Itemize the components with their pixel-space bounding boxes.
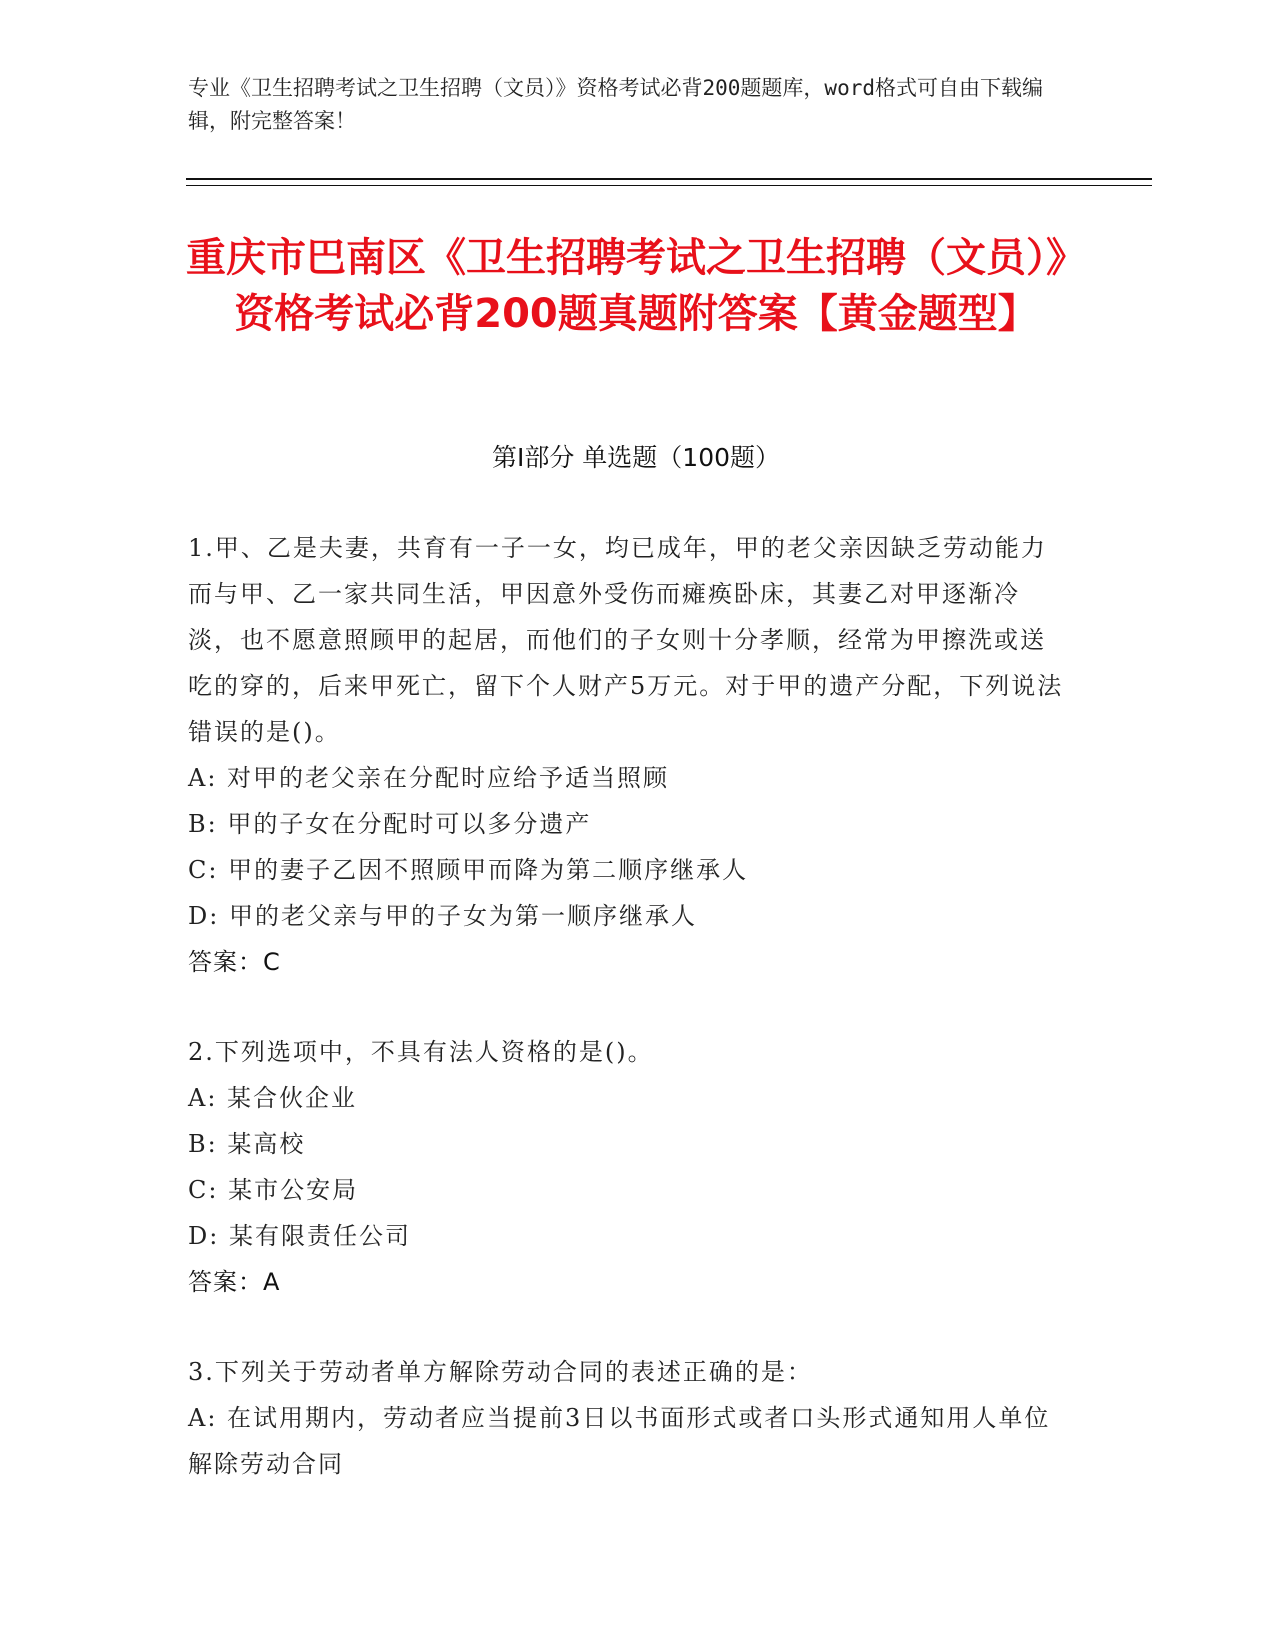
question-stem: 3.下列关于劳动者单方解除劳动合同的表述正确的是： — [188, 1358, 813, 1386]
option-d: D: 甲的老父亲与甲的子女为第一顺序继承人 — [188, 902, 697, 930]
answer-value: A — [263, 1268, 281, 1296]
question-stem: 1.甲、乙是夫妻，共育有一子一女，均已成年，甲的老父亲因缺乏劳动能力而与甲、乙一家共同生活，甲因意外受伤而瘫痪卧床，其妻乙对甲逐渐冷淡，也不愿意照顾甲的起居，而他们的子女则十分孝顺，经常为甲擦洗或送吃的穿的，后来甲死亡，留下个人财产5万元。对于甲的遗产分配，下列说法错误的是()。 — [188, 534, 1064, 746]
option-a: A: 某合伙企业 — [188, 1084, 358, 1112]
question-1 — [188, 525, 1068, 985]
option-c: C: 某市公安局 — [188, 1176, 359, 1204]
answer-line — [188, 1259, 1068, 1305]
answer-label: 答案： — [188, 948, 263, 976]
option-b: B: 某高校 — [188, 1130, 306, 1158]
option-d: D: 某有限责任公司 — [188, 1222, 411, 1250]
section-heading: 第I部分 单选题（100题） — [491, 443, 781, 472]
question-list — [188, 525, 1068, 1531]
document-title: 重庆市巴南区《卫生招聘考试之卫生招聘（文员）》资格考试必背200题真题附答案【黄金题型】 — [186, 235, 1086, 337]
option-b: B: 甲的子女在分配时可以多分遗产 — [188, 810, 592, 838]
answer-line — [188, 939, 1068, 985]
option-c: C: 甲的妻子乙因不照顾甲而降为第二顺序继承人 — [188, 856, 749, 884]
option-a: A: 对甲的老父亲在分配时应给予适当照顾 — [188, 764, 670, 792]
header-note: 专业《卫生招聘考试之卫生招聘（文员）》资格考试必背200题题库，word格式可自由下载编辑，附完整答案！ — [188, 76, 1043, 133]
option-a: A: 在试用期内，劳动者应当提前3日以书面形式或者口头形式通知用人单位解除劳动合同 — [188, 1404, 1051, 1478]
answer-label: 答案： — [188, 1268, 263, 1296]
header-divider-thin — [186, 185, 1152, 186]
question-2 — [188, 1029, 1068, 1305]
question-3 — [188, 1349, 1068, 1487]
answer-value: C — [263, 948, 281, 976]
question-stem: 2.下列选项中，不具有法人资格的是()。 — [188, 1038, 654, 1066]
header-divider-thick — [186, 178, 1152, 180]
